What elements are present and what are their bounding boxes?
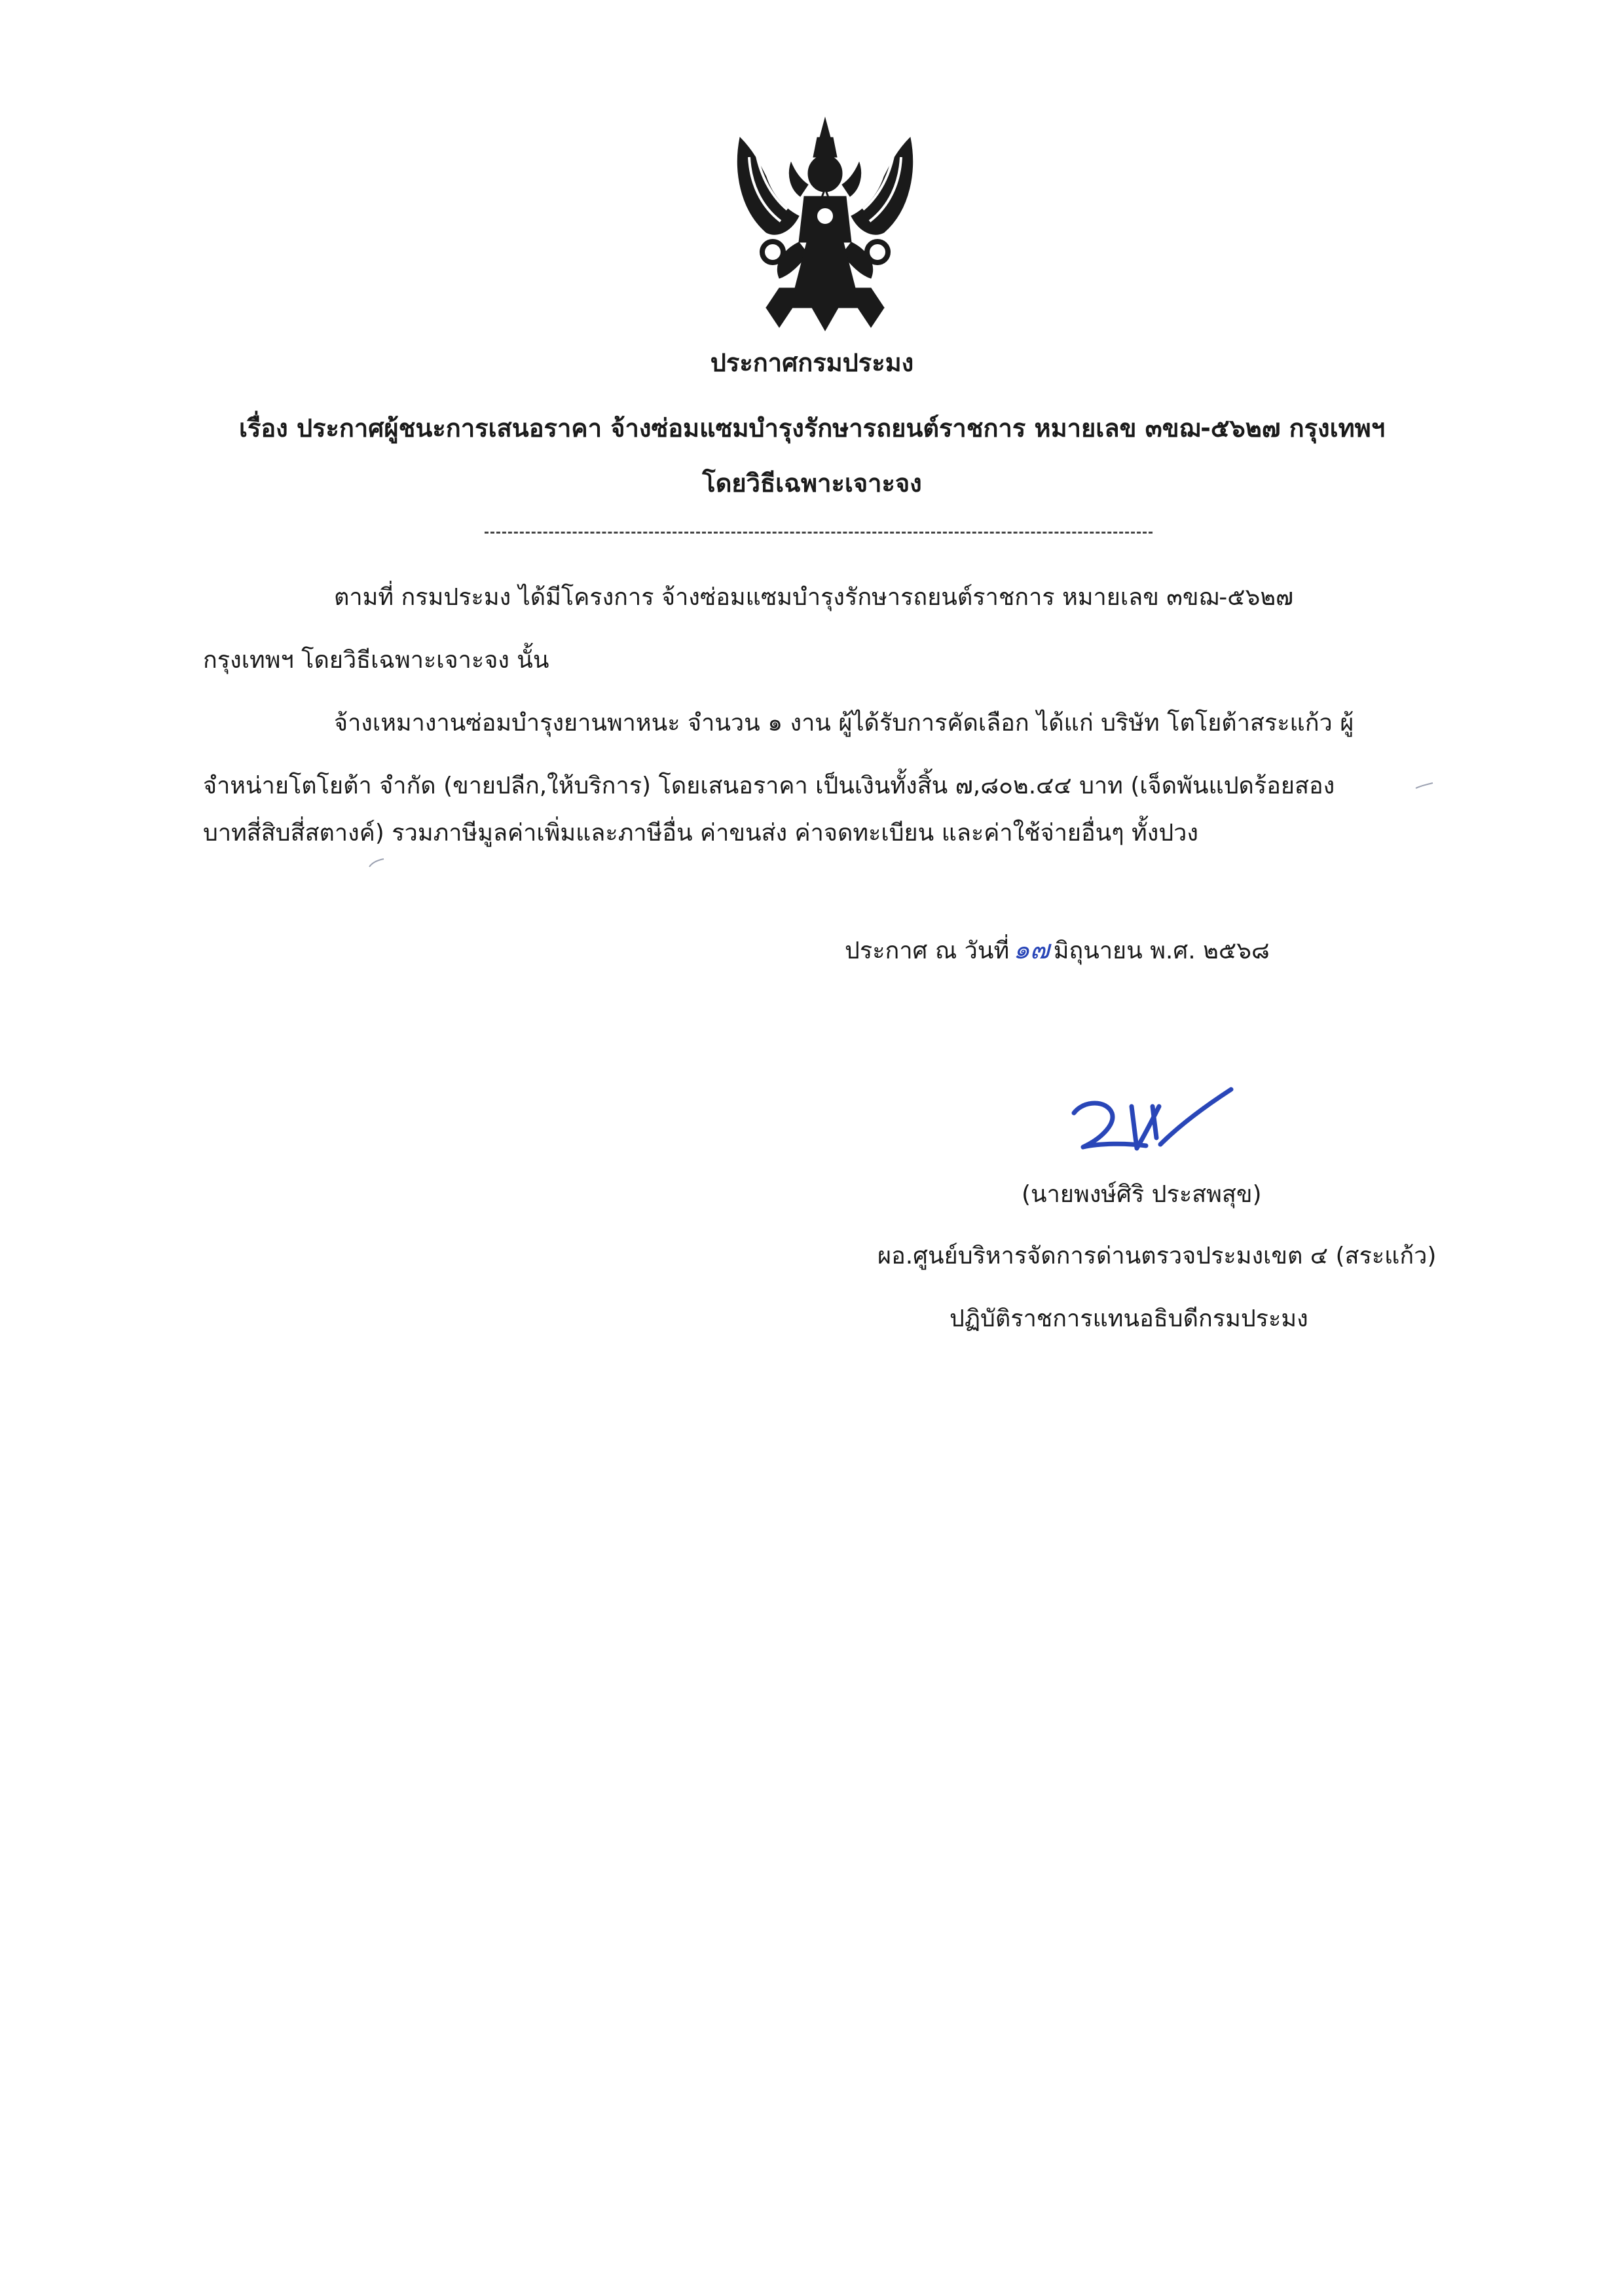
- body-paragraph-2-line-1: จ้างเหมางานซ่อมบำรุงยานพาหนะ จำนวน ๑ งาน ผู้ได้รับการคัดเลือก ได้แก่ บริษัท โตโยต้าสระแก้ว ผู้: [334, 710, 1354, 737]
- garuda-emblem-icon: [727, 111, 923, 334]
- body-paragraph-1-line-2: กรุงเทพฯ โดยวิธีเฉพาะเจาะจง นั้น: [203, 647, 549, 674]
- document-method: โดยวิธีเฉพาะเจาะจง: [702, 469, 922, 498]
- dashed-divider: [485, 532, 1153, 534]
- body-paragraph-2-line-3: บาทสี่สิบสี่สตางค์) รวมภาษีมูลค่าเพิ่มและภาษีอื่น ค่าขนส่ง ค่าจดทะเบียน และค่าใช้จ่ายอื่นๆ ทั้งปวง: [203, 820, 1198, 847]
- announcement-month-year: มิถุนายน พ.ศ. ๒๕๖๘: [1053, 938, 1270, 964]
- signatory-name: (นายพงษ์ศิริ ประสพสุข): [1022, 1181, 1262, 1208]
- body-paragraph-2-line-2: จำหน่ายโตโยต้า จำกัด (ขายปลีก,ให้บริการ) โดยเสนอราคา เป็นเงินทั้งสิ้น ๗,๘๐๒.๔๔ บาท (เจ็ดพันแปดร้อยสอง: [203, 773, 1335, 799]
- signatory-acting-for: ปฏิบัติราชการแทนอธิบดีกรมประมง: [950, 1305, 1308, 1332]
- handwritten-signature-icon: [1054, 1080, 1251, 1165]
- announcement-prefix: ประกาศ ณ วันที่: [845, 938, 1010, 964]
- announcement-date: [845, 934, 1270, 968]
- pen-mark-icon: [367, 856, 386, 869]
- signatory-position: ผอ.ศูนย์บริหารจัดการด่านตรวจประมงเขต ๔ (สระแก้ว): [877, 1243, 1437, 1269]
- document-org-title: ประกาศกรมประมง: [710, 348, 914, 377]
- document-subject: เรื่อง ประกาศผู้ชนะการเสนอราคา จ้างซ่อมแซมบำรุงรักษารถยนต์ราชการ หมายเลข ๓ขฌ-๕๖๒๗ กรุงเทพฯ: [238, 414, 1386, 443]
- announcement-day: ๑๗: [1013, 935, 1050, 965]
- pen-mark-icon: [1414, 779, 1434, 792]
- body-paragraph-1-line-1: ตามที่ กรมประมง ได้มีโครงการ จ้างซ่อมแซมบำรุงรักษารถยนต์ราชการ หมายเลข ๓ขฌ-๕๖๒๗: [334, 584, 1294, 611]
